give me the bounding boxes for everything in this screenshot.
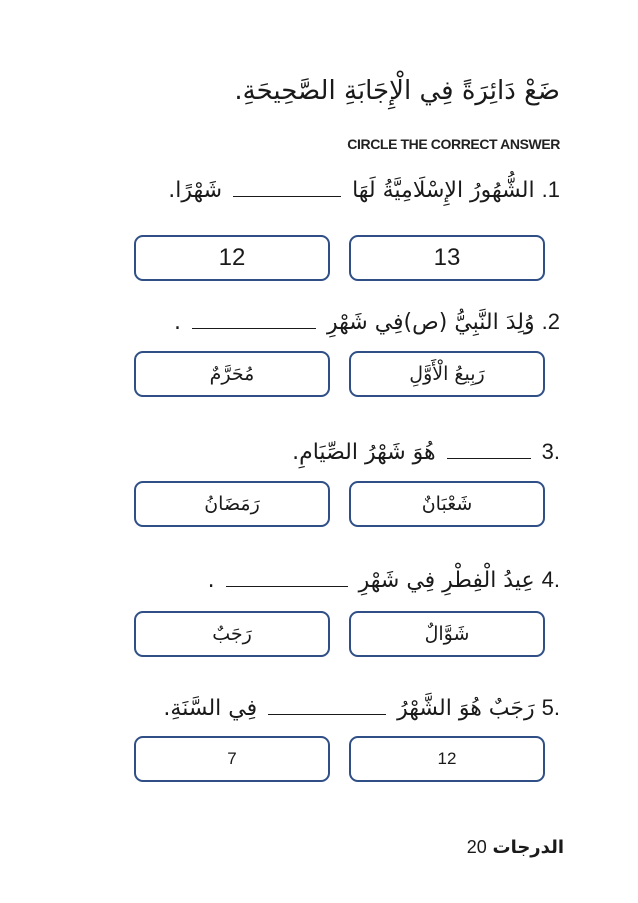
- question-5: [163, 692, 560, 721]
- answer-option-1b[interactable]: 13: [349, 235, 545, 281]
- grade-value: 20: [466, 837, 487, 857]
- worksheet-title-english: CIRCLE THE CORRECT ANSWER: [347, 136, 560, 152]
- answer-blank[interactable]: [268, 692, 386, 715]
- question-text-after: شَهْرًا.: [168, 178, 223, 203]
- answer-option-2b[interactable]: رَبِيعُ الْأَوَّلِ: [349, 351, 545, 397]
- answer-option-3b[interactable]: شَعْبَانٌ: [349, 481, 545, 527]
- question-text-before: الشُّهُورُ الإِسْلَامِيَّةُ لَهَا: [352, 178, 535, 203]
- answer-blank[interactable]: [447, 436, 531, 459]
- answer-option-1a[interactable]: 12: [134, 235, 330, 281]
- answer-blank[interactable]: [233, 174, 341, 197]
- question-number: 2.: [541, 309, 560, 334]
- question-text-after: .: [174, 310, 181, 335]
- answer-option-2a[interactable]: مُحَرَّمٌ: [134, 351, 330, 397]
- question-number: .3: [541, 439, 560, 464]
- answer-option-4a[interactable]: رَجَبٌ: [134, 611, 330, 657]
- question-1: [168, 174, 560, 203]
- worksheet-title-arabic: ضَعْ دَائِرَةً فِي الْإِجَابَةِ الصَّحِيحَةِ.: [234, 76, 560, 106]
- question-number: 1.: [541, 177, 560, 202]
- grade-footer: [467, 837, 564, 858]
- answer-option-5a[interactable]: 7: [134, 736, 330, 782]
- answer-option-3a[interactable]: رَمَضَانُ: [134, 481, 330, 527]
- answer-blank[interactable]: [192, 306, 316, 329]
- question-4: [208, 564, 560, 593]
- question-text-before: عِيدُ الْفِطْرِ فِي شَهْرِ: [358, 568, 535, 593]
- question-text-before: وُلِدَ النَّبِيُّ (ص)فِي شَهْرِ: [327, 310, 535, 335]
- question-3: [292, 436, 560, 465]
- question-number: .4: [541, 567, 560, 592]
- answer-option-5b[interactable]: 12: [349, 736, 545, 782]
- answer-option-4b[interactable]: شَوَّالٌ: [349, 611, 545, 657]
- question-text-after: فِي السَّنَةِ.: [163, 696, 258, 721]
- question-text-after: .: [207, 568, 215, 593]
- question-text-after: هُوَ شَهْرُ الصِّيَامِ.: [292, 440, 436, 465]
- question-2: [174, 306, 560, 335]
- answer-blank[interactable]: [226, 564, 348, 587]
- question-number: .5: [541, 695, 560, 720]
- grade-label: الدرجات: [492, 837, 564, 858]
- question-text-before: رَجَبٌ هُوَ الشَّهْرُ: [397, 696, 535, 721]
